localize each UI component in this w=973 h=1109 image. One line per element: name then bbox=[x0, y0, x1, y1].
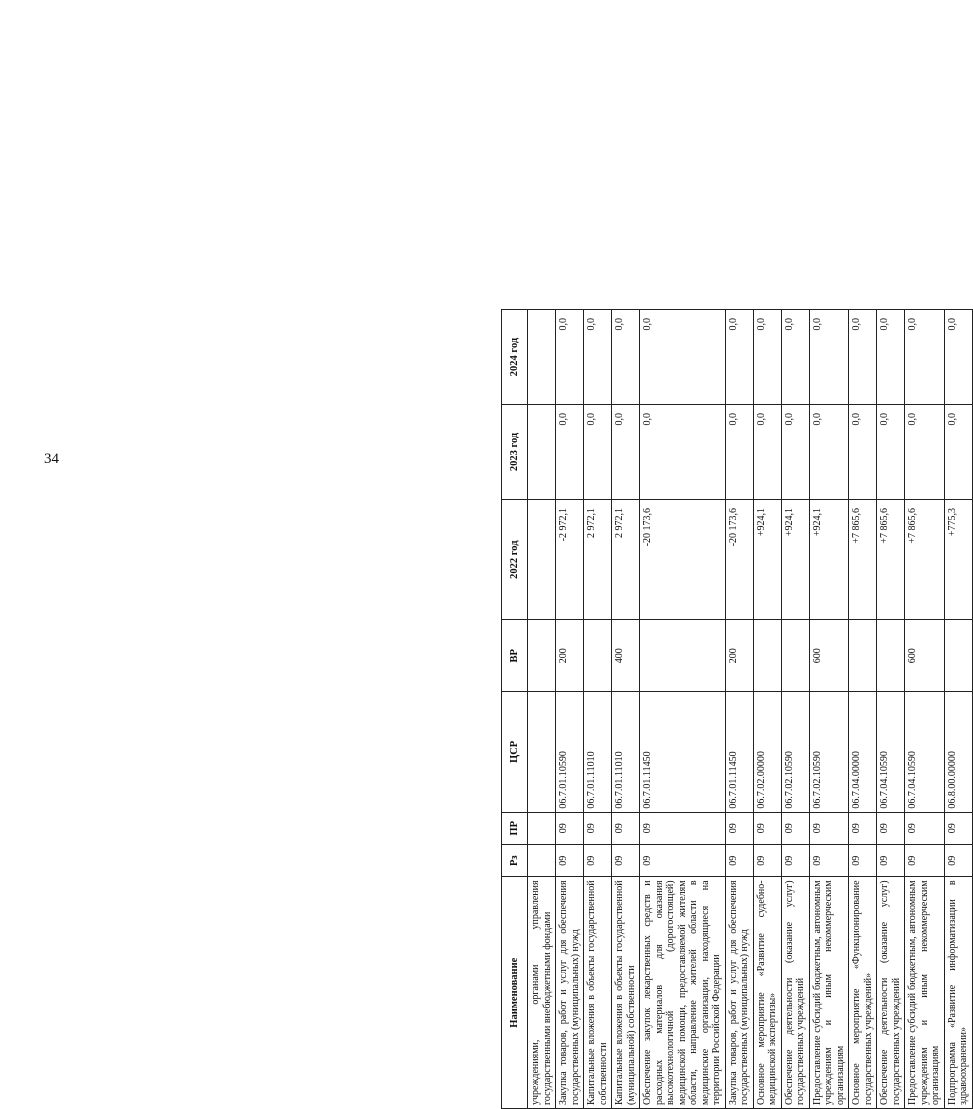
table-row bbox=[725, 310, 753, 1109]
cell-rz: 09 bbox=[612, 844, 640, 876]
cell-2023: 0,0 bbox=[753, 404, 781, 499]
cell-2022: -2 972,1 bbox=[556, 499, 584, 619]
cell-pr: 09 bbox=[753, 812, 781, 844]
cell-csr: 06.7.04.00000 bbox=[849, 692, 877, 812]
cell-name: Основное мероприятие «Развитие судебно-медицинской экспертизы» bbox=[753, 877, 781, 1109]
cell-name: Обеспечение деятельности (оказание услуг) государственных учреждений bbox=[781, 877, 809, 1109]
cell-rz: 09 bbox=[556, 844, 584, 876]
cell-2022: -20 173,6 bbox=[725, 499, 753, 619]
cell-name: Основное мероприятие «Функционирование государственных учреждений» bbox=[849, 877, 877, 1109]
cell-2023: 0,0 bbox=[725, 404, 753, 499]
cell-vr bbox=[877, 620, 905, 692]
cell-csr: 06.7.02.10590 bbox=[809, 692, 849, 812]
cell-pr: 09 bbox=[944, 812, 972, 844]
cell-name: Обеспечение деятельности (оказание услуг) государственных учреждений bbox=[877, 877, 905, 1109]
cell-2024: 0,0 bbox=[877, 310, 905, 405]
cell-2023: 0,0 bbox=[640, 404, 726, 499]
table-row bbox=[528, 310, 556, 1109]
cell-2024: 0,0 bbox=[725, 310, 753, 405]
cell-csr: 06.8.00.00000 bbox=[944, 692, 972, 812]
table-row bbox=[612, 310, 640, 1109]
header-2023: 2023 год bbox=[502, 404, 528, 499]
header-2024: 2024 год bbox=[502, 310, 528, 405]
header-2022: 2022 год bbox=[502, 499, 528, 619]
cell-pr: 09 bbox=[725, 812, 753, 844]
cell-2022: 2 972,1 bbox=[612, 499, 640, 619]
cell-2022: +924,1 bbox=[781, 499, 809, 619]
table-row bbox=[849, 310, 877, 1109]
header-rz: Рз bbox=[502, 844, 528, 876]
cell-name: Обеспечение закупок лекарственных средств и расходных материалов для оказания высокотехнологичной (дорогостоящей) медицинской помощи, предоставляемой жителям области, направление жителей области в медицинские организации, находящиеся на территории Российской Федерации bbox=[640, 877, 726, 1109]
cell-name: Капитальные вложения в объекты государственной (муниципальной) собственности bbox=[612, 877, 640, 1109]
cell-2024: 0,0 bbox=[584, 310, 612, 405]
table-row bbox=[809, 310, 849, 1109]
cell-vr: 600 bbox=[809, 620, 849, 692]
cell-2022: +7 865,6 bbox=[877, 499, 905, 619]
cell-csr: 06.7.02.10590 bbox=[781, 692, 809, 812]
cell-2023: 0,0 bbox=[809, 404, 849, 499]
cell-csr: 06.7.02.00000 bbox=[753, 692, 781, 812]
cell-csr bbox=[528, 692, 556, 812]
cell-2024: 0,0 bbox=[809, 310, 849, 405]
cell-pr: 09 bbox=[640, 812, 726, 844]
cell-csr: 06.7.01.11450 bbox=[640, 692, 726, 812]
cell-vr: 200 bbox=[556, 620, 584, 692]
cell-rz bbox=[528, 844, 556, 876]
cell-2022: +775,3 bbox=[944, 499, 972, 619]
cell-2024: 0,0 bbox=[849, 310, 877, 405]
header-name: Наименование bbox=[502, 877, 528, 1109]
cell-vr bbox=[753, 620, 781, 692]
cell-pr: 09 bbox=[584, 812, 612, 844]
cell-vr: 400 bbox=[612, 620, 640, 692]
cell-name: Предоставление субсидий бюджетным, автономным учреждениям и иным некоммерческим организациям bbox=[809, 877, 849, 1109]
cell-2022: 2 972,1 bbox=[584, 499, 612, 619]
cell-2023: 0,0 bbox=[944, 404, 972, 499]
cell-rz: 09 bbox=[584, 844, 612, 876]
cell-rz: 09 bbox=[877, 844, 905, 876]
cell-rz: 09 bbox=[781, 844, 809, 876]
table-row bbox=[781, 310, 809, 1109]
cell-name: Капитальные вложения в объекты государственной собственности bbox=[584, 877, 612, 1109]
page-number: 34 bbox=[44, 451, 59, 467]
cell-csr: 06.7.01.10590 bbox=[556, 692, 584, 812]
cell-pr: 09 bbox=[612, 812, 640, 844]
cell-vr bbox=[781, 620, 809, 692]
cell-csr: 06.7.01.11010 bbox=[584, 692, 612, 812]
table-row bbox=[584, 310, 612, 1109]
cell-2022: +924,1 bbox=[753, 499, 781, 619]
cell-pr: 09 bbox=[556, 812, 584, 844]
cell-pr bbox=[528, 812, 556, 844]
budget-table-container bbox=[501, 309, 969, 1109]
cell-2023: 0,0 bbox=[556, 404, 584, 499]
budget-table bbox=[501, 309, 973, 1109]
cell-rz: 09 bbox=[640, 844, 726, 876]
header-vr: ВР bbox=[502, 620, 528, 692]
cell-2023 bbox=[528, 404, 556, 499]
cell-2023: 0,0 bbox=[877, 404, 905, 499]
cell-vr bbox=[944, 620, 972, 692]
cell-name: Закупка товаров, работ и услуг для обеспечения государственных (муниципальных) нужд bbox=[725, 877, 753, 1109]
cell-name: Закупка товаров, работ и услуг для обеспечения государственных (муниципальных) нужд bbox=[556, 877, 584, 1109]
cell-2023: 0,0 bbox=[849, 404, 877, 499]
cell-rz: 09 bbox=[944, 844, 972, 876]
cell-rz: 09 bbox=[753, 844, 781, 876]
cell-rz: 09 bbox=[849, 844, 877, 876]
cell-csr: 06.7.01.11450 bbox=[725, 692, 753, 812]
cell-2024: 0,0 bbox=[753, 310, 781, 405]
cell-2023: 0,0 bbox=[905, 404, 945, 499]
table-row bbox=[753, 310, 781, 1109]
cell-2024: 0,0 bbox=[944, 310, 972, 405]
cell-csr: 06.7.01.11010 bbox=[612, 692, 640, 812]
table-row bbox=[556, 310, 584, 1109]
header-pr: ПР bbox=[502, 812, 528, 844]
cell-name: учреждениями, органами управления государственными внебюджетными фондами bbox=[528, 877, 556, 1109]
cell-pr: 09 bbox=[781, 812, 809, 844]
cell-pr: 09 bbox=[905, 812, 945, 844]
cell-2023: 0,0 bbox=[612, 404, 640, 499]
cell-csr: 06.7.04.10590 bbox=[905, 692, 945, 812]
cell-csr: 06.7.04.10590 bbox=[877, 692, 905, 812]
table-row bbox=[944, 310, 972, 1109]
cell-2024: 0,0 bbox=[905, 310, 945, 405]
cell-2022: +7 865,6 bbox=[849, 499, 877, 619]
cell-vr bbox=[528, 620, 556, 692]
cell-2022: +7 865,6 bbox=[905, 499, 945, 619]
cell-name: Подпрограмма «Развитие информатизации в здравоохранении» bbox=[944, 877, 972, 1109]
cell-2024 bbox=[528, 310, 556, 405]
cell-pr: 09 bbox=[877, 812, 905, 844]
cell-vr: 200 bbox=[725, 620, 753, 692]
table-row bbox=[877, 310, 905, 1109]
cell-2022: +924,1 bbox=[809, 499, 849, 619]
cell-2022 bbox=[528, 499, 556, 619]
header-csr: ЦСР bbox=[502, 692, 528, 812]
cell-pr: 09 bbox=[809, 812, 849, 844]
cell-rz: 09 bbox=[809, 844, 849, 876]
cell-2023: 0,0 bbox=[584, 404, 612, 499]
table-row bbox=[905, 310, 945, 1109]
cell-2024: 0,0 bbox=[640, 310, 726, 405]
cell-name: Предоставление субсидий бюджетным, автономным учреждениям и иным некоммерческим организациям bbox=[905, 877, 945, 1109]
cell-vr bbox=[584, 620, 612, 692]
cell-2024: 0,0 bbox=[612, 310, 640, 405]
cell-rz: 09 bbox=[905, 844, 945, 876]
cell-2024: 0,0 bbox=[556, 310, 584, 405]
table-header-row bbox=[502, 310, 528, 1109]
cell-pr: 09 bbox=[849, 812, 877, 844]
cell-2022: -20 173,6 bbox=[640, 499, 726, 619]
cell-2024: 0,0 bbox=[781, 310, 809, 405]
cell-vr: 600 bbox=[905, 620, 945, 692]
cell-vr bbox=[849, 620, 877, 692]
cell-vr bbox=[640, 620, 726, 692]
cell-2023: 0,0 bbox=[781, 404, 809, 499]
table-row bbox=[640, 310, 726, 1109]
cell-rz: 09 bbox=[725, 844, 753, 876]
